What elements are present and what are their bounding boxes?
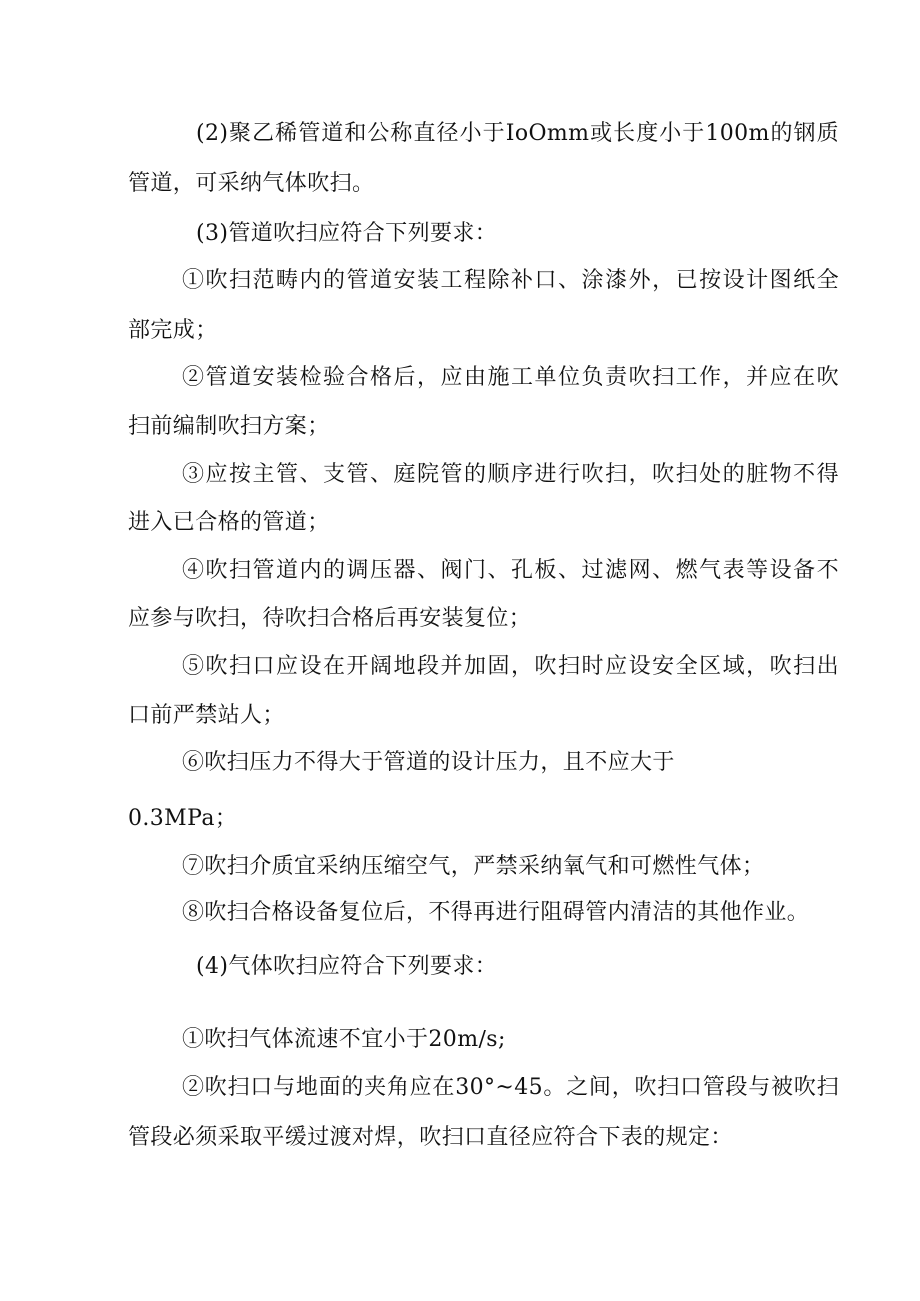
item-4-line-2: 应参与吹扫，待吹扫合格后再安装复位；: [128, 606, 532, 631]
item-8: ⑧吹扫合格设备复位后，不得再进行阻碍管内清洁的其他作业。: [182, 900, 810, 925]
item-5-line-1: ⑤吹扫口应设在开阔地段并加固，吹扫时应设安全区域，吹扫出: [182, 654, 839, 679]
gas-item-1: ①吹扫气体流速不宜小于20m∕s;: [182, 1027, 506, 1052]
item-4-line-1: ④吹扫管道内的调压器、阀门、孔板、过滤网、燃气表等设备不: [182, 558, 839, 583]
paragraph-2-line-1: (2)聚乙稀管道和公称直径小于IoOmm或长度小于100m的钢质: [196, 121, 839, 146]
item-3-line-2: 进入已合格的管道；: [128, 510, 330, 535]
item-6-line-2: 0.3MPa；: [128, 806, 238, 831]
item-5-line-2: 口前严禁站人；: [128, 703, 285, 728]
gas-item-2-line-2: 管段必须采取平缓过渡对焊，吹扫口直径应符合下表的规定：: [128, 1125, 733, 1150]
item-6-line-1: ⑥吹扫压力不得大于管道的设计压力，且不应大于: [182, 750, 675, 775]
item-2-line-1: ②管道安装检验合格后，应由施工单位负责吹扫工作，并应在吹: [182, 365, 839, 390]
paragraph-4-heading: (4)气体吹扫应符合下列要求：: [196, 954, 498, 979]
item-2-line-2: 扫前编制吹扫方案；: [128, 414, 330, 439]
paragraph-2-line-2: 管道，可采纳气体吹扫。: [128, 171, 375, 196]
item-1-line-2: 部完成；: [128, 318, 218, 343]
gas-item-2-line-1: ②吹扫口与地面的夹角应在30°~45。之间，吹扫口管段与被吹扫: [182, 1075, 839, 1100]
paragraph-3-heading: (3)管道吹扫应符合下列要求：: [196, 221, 498, 246]
item-7: ⑦吹扫介质宜采纳压缩空气，严禁采纳氧气和可燃性气体；: [182, 854, 765, 879]
item-3-line-1: ③应按主管、支管、庭院管的顺序进行吹扫，吹扫处的脏物不得: [182, 462, 839, 487]
item-1-line-1: ①吹扫范畴内的管道安装工程除补口、涂漆外，已按设计图纸全: [182, 268, 839, 293]
